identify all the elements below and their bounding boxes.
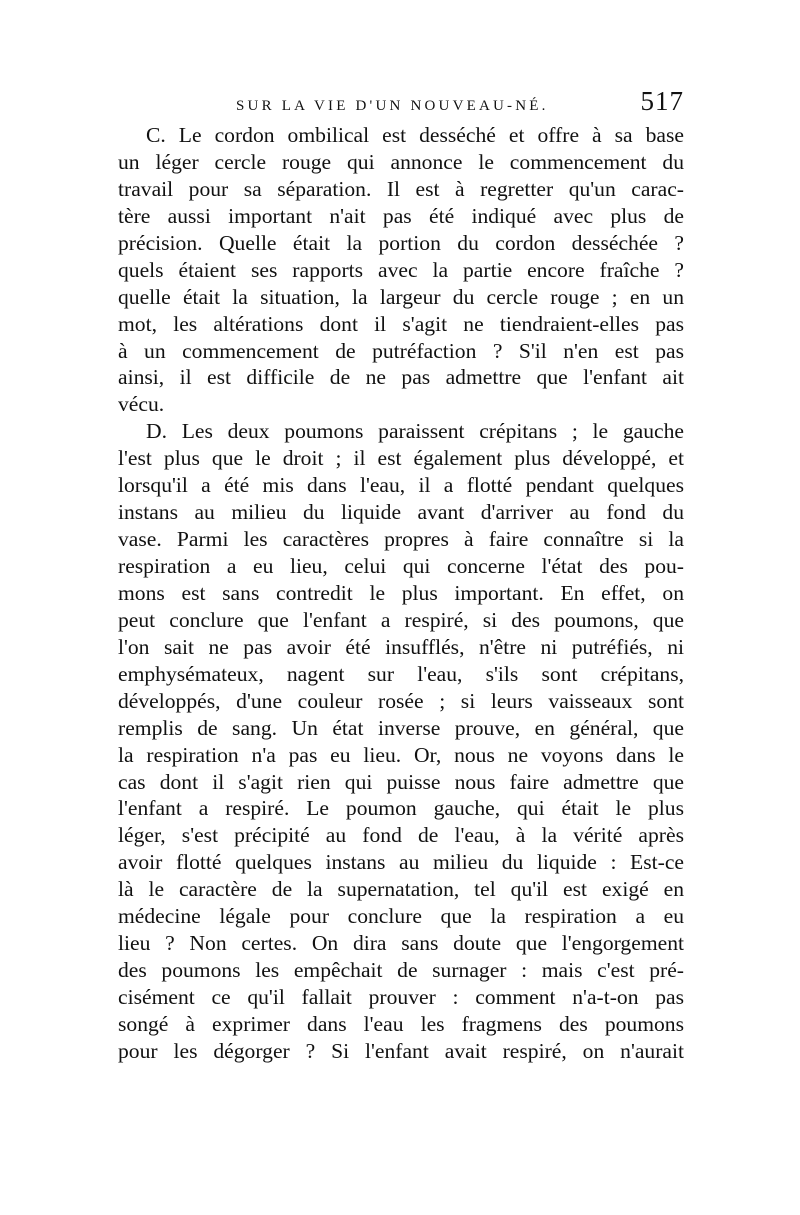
- body-text: [118, 122, 684, 1065]
- text-line: l'enfant a respiré. Le poumon gauche, qui était le plus: [118, 796, 684, 821]
- text-line: mot, les altérations dont il s'agit ne tiendraient-elles pas: [118, 311, 684, 336]
- text-line: lorsqu'il a été mis dans l'eau, il a flotté pendant quelques: [118, 473, 684, 498]
- page-number: 517: [640, 86, 684, 116]
- text-line: travail pour sa séparation. Il est à regretter qu'un carac-: [118, 176, 684, 201]
- text-line: quelle était la situation, la largeur du cercle rouge ; en un: [118, 284, 684, 309]
- text-line: respiration a eu lieu, celui qui concerne l'état des pou-: [118, 554, 684, 578]
- text-line: tère aussi important n'ait pas été indiqué avec plus de: [118, 203, 684, 228]
- text-line: remplis de sang. Un état inverse prouve, en général, que: [118, 715, 684, 740]
- text-line: développés, d'une couleur rosée ; si leurs vaisseaux sont: [118, 688, 684, 713]
- text-line: un léger cercle rouge qui annonce le commencement du: [118, 149, 684, 174]
- text-line: emphysémateux, nagent sur l'eau, s'ils sont crépitans,: [118, 661, 684, 686]
- text-line: quels étaient ses rapports avec la partie encore fraîche ?: [118, 257, 684, 282]
- text-line: léger, s'est précipité au fond de l'eau, à la vérité après: [118, 823, 684, 848]
- text-line: instans au milieu du liquide avant d'arriver au fond du: [118, 500, 684, 525]
- text-line: la respiration n'a pas eu lieu. Or, nous ne voyons dans le: [118, 742, 684, 767]
- text-line: D. Les deux poumons paraissent crépitans ; le gauche: [146, 419, 684, 444]
- text-line: précision. Quelle était la portion du cordon desséchée ?: [118, 230, 684, 255]
- text-line: mons est sans contredit le plus important. En effet, on: [118, 580, 684, 605]
- text-line: peut conclure que l'enfant a respiré, si des poumons, que: [118, 607, 684, 632]
- text-line: ainsi, il est difficile de ne pas admettre que l'enfant ait: [118, 365, 684, 390]
- text-line: songé à exprimer dans l'eau les fragmens des poumons: [118, 1011, 684, 1036]
- running-title: SUR LA VIE D'UN NOUVEAU-NÉ.: [236, 98, 549, 114]
- text-line: là le caractère de la supernatation, tel qu'il est exigé en: [118, 877, 684, 902]
- text-line: des poumons les empêchait de surnager : mais c'est pré-: [118, 958, 684, 983]
- text-line: C. Le cordon ombilical est desséché et offre à sa base: [146, 123, 684, 147]
- text-line: cas dont il s'agit rien qui puisse nous faire admettre que: [118, 769, 684, 794]
- text-line: l'on sait ne pas avoir été insufflés, n'être ni putréfiés, ni: [118, 634, 684, 659]
- text-line: l'est plus que le droit ; il est également plus développé, et: [118, 446, 684, 471]
- text-line: vase. Parmi les caractères propres à faire connaître si la: [118, 527, 684, 552]
- text-line: à un commencement de putréfaction ? S'il n'en est pas: [118, 338, 684, 363]
- text-line: vécu.: [118, 392, 165, 417]
- text-line: médecine légale pour conclure que la respiration a eu: [118, 904, 684, 929]
- running-head: [118, 86, 684, 122]
- text-line: cisément ce qu'il fallait prouver : comment n'a-t-on pas: [118, 985, 684, 1009]
- text-line: lieu ? Non certes. On dira sans doute que l'engorgement: [118, 931, 684, 956]
- text-line: pour les dégorger ? Si l'enfant avait respiré, on n'aurait: [118, 1038, 684, 1063]
- text-line: avoir flotté quelques instans au milieu du liquide : Est-ce: [118, 850, 684, 875]
